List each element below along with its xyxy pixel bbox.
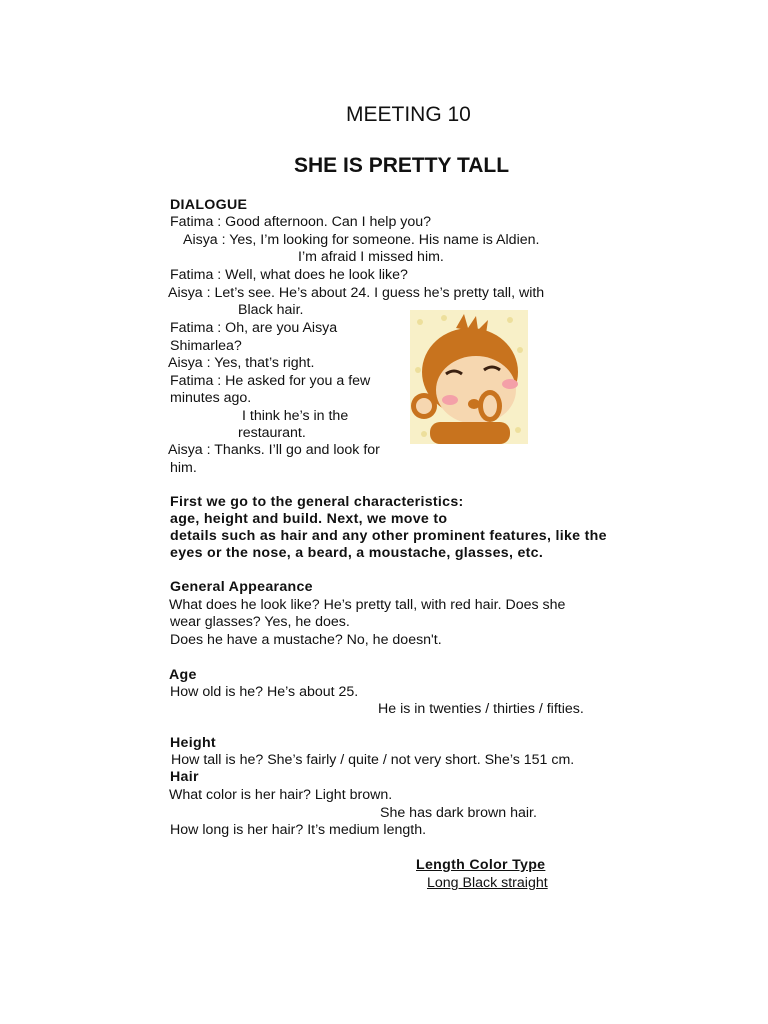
dialogue-line: I think he’s in the [242,408,349,424]
hair-line: She has dark brown hair. [380,805,537,821]
hair-line: What color is her hair? Light brown. [169,787,393,803]
dialogue-line: Aisya : Yes, that’s right. [168,355,315,371]
dialogue-line: minutes ago. [170,390,252,406]
hair-table-header: Length Color Type [416,857,546,873]
dialogue-line: I’m afraid I missed him. [298,249,444,265]
general-appearance-heading: General Appearance [170,579,313,595]
dialogue-line: him. [170,460,197,476]
hair-line: How long is her hair? It’s medium length. [170,822,427,838]
intro-line: details such as hair and any other prominent features, like the [170,528,607,544]
general-appearance-line: What does he look like? He’s pretty tall, with red hair. Does she [169,597,566,613]
intro-line: First we go to the general characteristics: [170,494,464,510]
hair-heading: Hair [170,769,199,785]
dialogue-line: Aisya : Let’s see. He’s about 24. I guess he’s pretty tall, with [168,285,545,301]
general-appearance-line: Does he have a mustache? No, he doesn't. [170,632,442,648]
dialogue-line: Fatima : He asked for you a few [170,373,371,389]
meeting-title: MEETING 10 [346,103,471,126]
hair-table-row: Long Black straight [427,875,548,891]
height-line: How tall is he? She’s fairly / quite / not very short. She’s 151 cm. [171,752,575,768]
dialogue-line: Fatima : Well, what does he look like? [170,267,408,283]
age-line: He is in twenties / thirties / fifties. [378,701,584,717]
lesson-title: SHE IS PRETTY TALL [294,154,510,177]
dialogue-line: Fatima : Good afternoon. Can I help you? [170,214,432,230]
intro-line: eyes or the nose, a beard, a moustache, glasses, etc. [170,545,544,561]
intro-line: age, height and build. Next, we move to [170,511,448,527]
general-appearance-line: wear glasses? Yes, he does. [170,614,350,630]
dialogue-line: Aisya : Thanks. I’ll go and look for [168,442,380,458]
monkey-cartoon-icon [410,310,528,444]
dialogue-line: Black hair. [238,302,304,318]
age-heading: Age [169,667,197,683]
dialogue-heading: DIALOGUE [170,197,248,213]
dialogue-line: Shimarlea? [170,338,242,354]
dialogue-line: restaurant. [238,425,306,441]
dialogue-line: Fatima : Oh, are you Aisya [170,320,338,336]
dialogue-line: Aisya : Yes, I’m looking for someone. His name is Aldien. [183,232,540,248]
age-line: How old is he? He’s about 25. [170,684,359,700]
height-heading: Height [170,735,216,751]
